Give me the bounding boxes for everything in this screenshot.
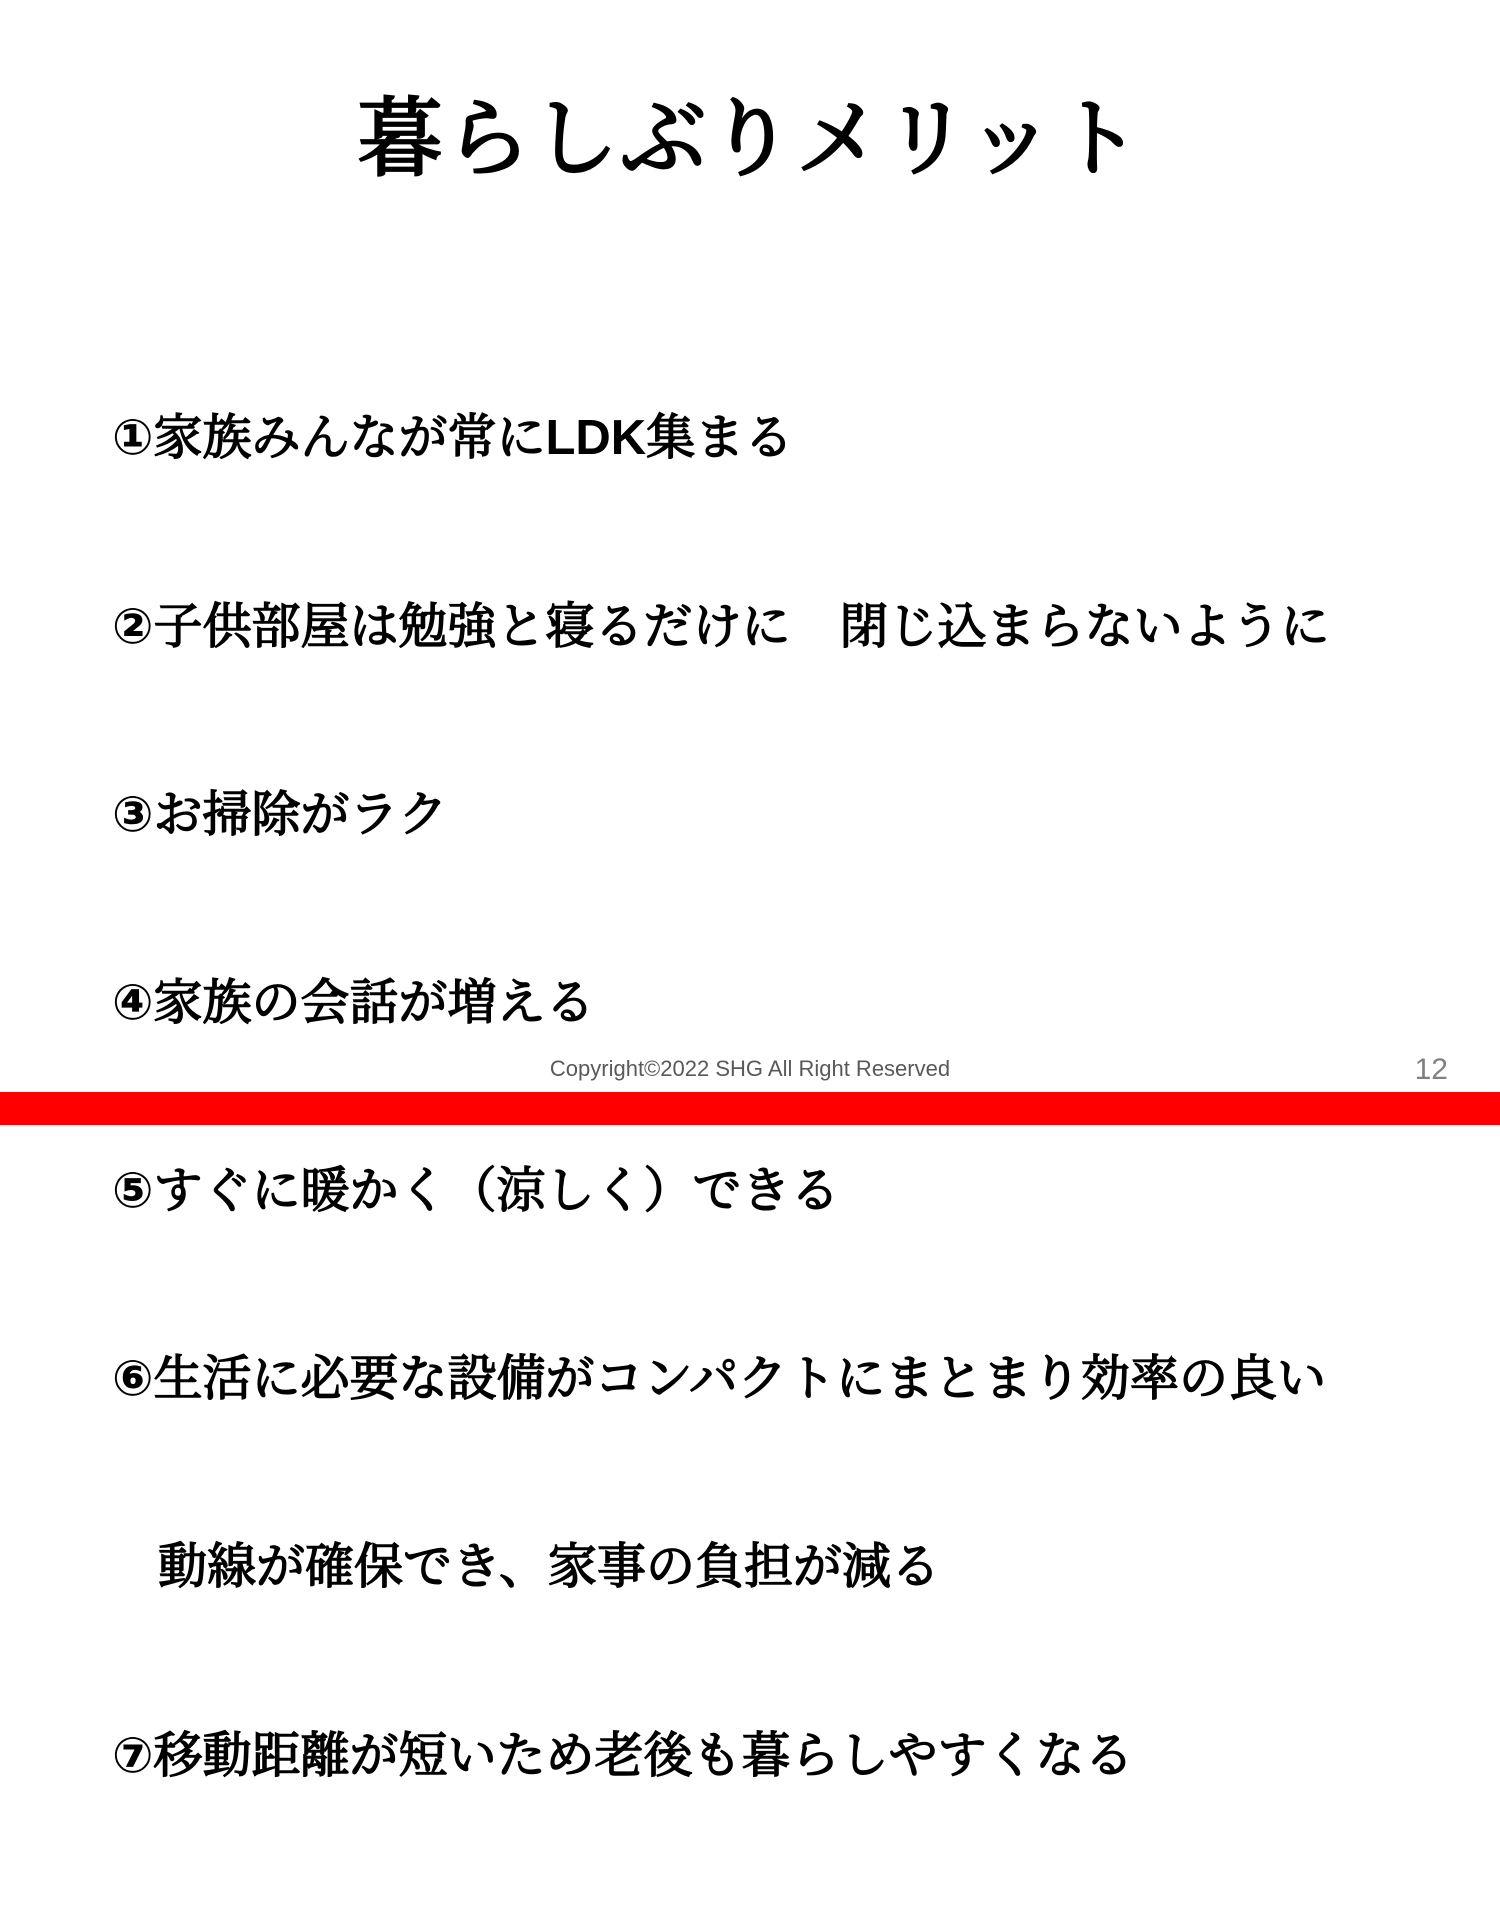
copyright-text: Copyright©2022 SHG All Right Reserved <box>549 1056 951 1081</box>
page-number: 12 <box>1414 1053 1448 1086</box>
list-item: ③お掃除がラク <box>112 787 448 842</box>
list-item-continuation: 動線が確保でき、家事の負担が減る <box>158 1540 941 1595</box>
list-item: ⑤すぐに暖かく（涼しく）できる <box>112 1164 840 1219</box>
list-item: ⑥生活に必要な設備がコンパクトにまとまり効率の良い <box>112 1352 1327 1407</box>
list-item: ④家族の会話が増える <box>112 975 595 1030</box>
list-item: ⑦移動距離が短いため老後も暮らしやすくなる <box>112 1728 1134 1783</box>
list-item: ②子供部屋は勉強と寝るだけに 閉じ込まらないように <box>112 599 1330 654</box>
page-title: 暮らしぶりメリット <box>356 91 1144 187</box>
accent-bar <box>0 1092 1500 1125</box>
list-item: ①家族みんなが常にLDK集まる <box>112 411 794 466</box>
